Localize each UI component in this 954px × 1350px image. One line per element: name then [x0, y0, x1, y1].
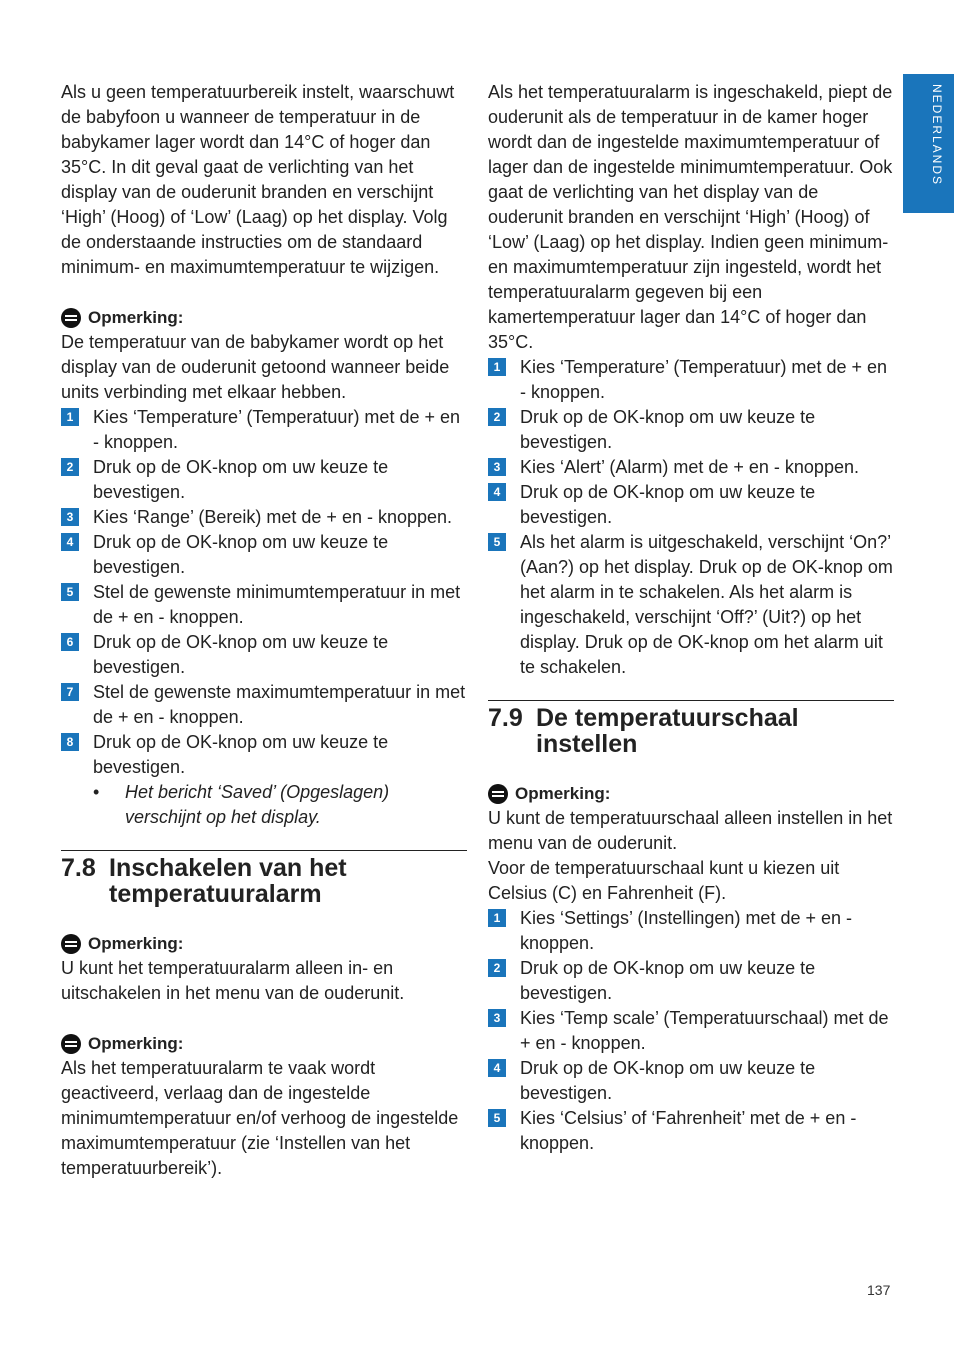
note-block — [61, 305, 467, 405]
note-title-text: Opmerking: — [515, 784, 611, 803]
step-text: Als het alarm is uitgeschakeld, verschijnt ‘On?’ (Aan?) op het display. Druk op de OK-knop om het alarm in te schakelen. Als het alarm is ingeschakeld, verschijnt ‘Off?’ (Uit?) op het display. Druk op de OK-knop om het alarm uit te schakelen. — [520, 532, 893, 677]
step-item — [488, 906, 894, 956]
section-number: 7.9 — [488, 704, 523, 732]
step-text: Kies ‘Alert’ (Alarm) met de + en - knoppen. — [520, 457, 859, 477]
step-text: Kies ‘Range’ (Bereik) met de + en - knoppen. — [93, 507, 453, 527]
step-number: 1 — [61, 408, 79, 426]
step-text: Druk op de OK-knop om uw keuze te bevestigen. — [520, 482, 816, 527]
step-text: Kies ‘Celsius’ of ‘Fahrenheit’ met de + en - knoppen. — [520, 1108, 857, 1153]
step-text: Kies ‘Temperature’ (Temperatuur) met de + en - knoppen. — [93, 407, 460, 452]
steps-list — [488, 355, 894, 680]
step-text: Druk op de OK-knop om uw keuze te bevestigen. — [93, 532, 389, 577]
step-number: 4 — [61, 533, 79, 551]
note-text: De temperatuur van de babykamer wordt op het display van de ouderunit getoond wanneer beide units verbinding met elkaar hebben. — [61, 332, 450, 402]
step-number: 1 — [488, 909, 506, 927]
intro-paragraph: Als het temperatuuralarm is ingeschakeld, piept de ouderunit als de temperatuur in de kamer hoger wordt dan de ingestelde maximumtemperatuur of lager dan de ingestelde minimumtemperatuur. Ook gaat de verlichting van het display van de ouderunit branden en verschijnt ‘High’ (Hoog) of ‘Low’ (Laag) op het display. Indien geen minimum- en maximumtemperatuur zijn ingesteld, wordt het temperatuuralarm gegeven bij een kamertemperatuur lager dan 14°C of hoger dan 35°C. — [488, 82, 893, 352]
note-title-text: Opmerking: — [88, 934, 184, 953]
section-title: De temperatuurschaal instellen — [536, 704, 799, 758]
step-number: 5 — [488, 533, 506, 551]
intro-paragraph: Als u geen temperatuurbereik instelt, waarschuwt de babyfoon u wanneer de temperatuur in de babykamer lager wordt dan 14°C of hoger dan 35°C. In dit geval gaat de verlichting van het display van de ouderunit branden en verschijnt ‘High’ (Hoog) of ‘Low’ (Laag) op het display. Volg de onderstaande instructies om de standaard minimum- en maximumtemperatuur te wijzigen. — [61, 82, 455, 277]
note-text: U kunt het temperatuuralarm alleen in- en uitschakelen in het menu van de ouderunit. — [61, 958, 405, 1003]
step-item — [61, 505, 467, 530]
step-number: 2 — [488, 408, 506, 426]
page-number: 137 — [867, 1282, 891, 1298]
bullet-text: Het bericht ‘Saved’ (Opgeslagen) verschijnt op het display. — [125, 782, 390, 827]
step-text: Kies ‘Temperature’ (Temperatuur) met de + en - knoppen. — [520, 357, 887, 402]
step-number: 8 — [61, 733, 79, 751]
note-title — [488, 781, 894, 806]
note-title-text: Opmerking: — [88, 308, 184, 327]
note-block — [61, 1031, 467, 1181]
step-item — [488, 1106, 894, 1156]
note-block — [61, 931, 467, 1006]
step-number: 3 — [488, 1009, 506, 1027]
steps-list — [61, 405, 467, 830]
step-text: Druk op de OK-knop om uw keuze te bevestigen. — [520, 1058, 816, 1103]
steps-list — [488, 906, 894, 1156]
step-text: Druk op de OK-knop om uw keuze te bevestigen. — [93, 632, 389, 677]
step-number: 2 — [61, 458, 79, 476]
note-title-text: Opmerking: — [88, 1034, 184, 1053]
step-item — [488, 355, 894, 405]
step-text: Stel de gewenste maximumtemperatuur in met de + en - knoppen. — [93, 682, 466, 727]
step-item — [61, 580, 467, 630]
note-title — [61, 305, 467, 330]
note-icon — [61, 308, 81, 328]
step-item — [61, 730, 467, 780]
note-icon — [488, 784, 508, 804]
step-item — [61, 530, 467, 580]
step-text: Druk op de OK-knop om uw keuze te bevestigen. — [520, 958, 816, 1003]
step-number: 7 — [61, 683, 79, 701]
note-text: Als het temperatuuralarm te vaak wordt geactiveerd, verlaag dan de ingestelde minimumtemperatuur en/of verhoog de ingestelde maximumtemperatuur (zie ‘Instellen van het temperatuurbereik’). — [61, 1058, 459, 1178]
step-number: 4 — [488, 1059, 506, 1077]
language-tab-label: NEDERLANDS — [930, 84, 944, 187]
section-title: Inschakelen van het temperatuuralarm — [109, 854, 347, 908]
section-heading — [61, 855, 467, 907]
step-item — [488, 480, 894, 530]
step-item — [488, 530, 894, 680]
step-text: Kies ‘Temp scale’ (Temperatuurschaal) met de + en - knoppen. — [520, 1008, 889, 1053]
step-item — [488, 956, 894, 1006]
note-text: U kunt de temperatuurschaal alleen instellen in het menu van de ouderunit. — [488, 808, 893, 853]
step-text: Druk op de OK-knop om uw keuze te bevestigen. — [520, 407, 816, 452]
step-number: 6 — [61, 633, 79, 651]
step-text: Druk op de OK-knop om uw keuze te bevestigen. — [93, 732, 389, 777]
step-number: 5 — [488, 1109, 506, 1127]
note-block — [488, 781, 894, 856]
note-icon — [61, 934, 81, 954]
step-text: Stel de gewenste minimumtemperatuur in met de + en - knoppen. — [93, 582, 461, 627]
step-item — [488, 1006, 894, 1056]
step-item — [61, 630, 467, 680]
note-title — [61, 931, 467, 956]
step-number: 3 — [61, 508, 79, 526]
section-paragraph: Voor de temperatuurschaal kunt u kiezen uit Celsius (C) en Fahrenheit (F). — [488, 858, 840, 903]
step-item — [488, 405, 894, 455]
step-number: 5 — [61, 583, 79, 601]
step-item — [61, 680, 467, 730]
section-number: 7.8 — [61, 854, 96, 882]
step-item — [488, 455, 894, 480]
step-item — [61, 405, 467, 455]
bullet-item — [61, 780, 467, 830]
step-text: Kies ‘Settings’ (Instellingen) met de + en - knoppen. — [520, 908, 852, 953]
language-tab — [903, 74, 954, 213]
section-7-8 — [61, 850, 467, 1181]
step-item — [488, 1056, 894, 1106]
step-number: 3 — [488, 458, 506, 476]
section-heading — [488, 705, 894, 757]
right-column — [488, 80, 894, 1156]
step-number: 4 — [488, 483, 506, 501]
left-column — [61, 80, 467, 1181]
note-icon — [61, 1034, 81, 1054]
step-text: Druk op de OK-knop om uw keuze te bevestigen. — [93, 457, 389, 502]
section-7-9 — [488, 700, 894, 1156]
step-number: 2 — [488, 959, 506, 977]
note-title — [61, 1031, 467, 1056]
step-item — [61, 455, 467, 505]
step-number: 1 — [488, 358, 506, 376]
